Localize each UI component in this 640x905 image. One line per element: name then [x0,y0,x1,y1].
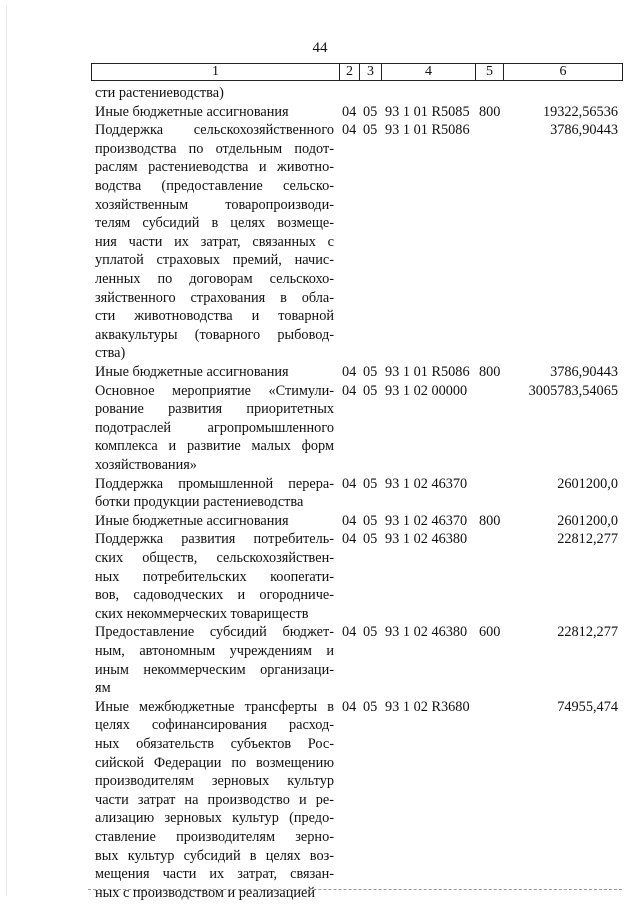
row-name [95,84,334,103]
row-name-line: рование развития приоритетных [95,401,334,418]
row-name-line: ным, автономным учреждениям и [95,642,334,659]
row-amount: 22812,277 [557,531,618,548]
col-header-1: 1 [92,64,340,81]
row-name-line: ских некоммерческих товариществ [95,605,309,622]
row-name-line: Иные бюджетные ассигнования [95,364,289,380]
row-section: 04 [342,475,357,492]
row-amount: 3005783,54065 [528,382,618,399]
row-target-code: 93 1 01 R5086 [385,364,470,380]
row-name [95,475,334,512]
row-amount: 3786,90443 [550,364,618,380]
row-amount: 22812,277 [557,624,618,641]
row-section: 04 [342,122,357,139]
row-name-line: ных потребительских коопerати- [95,568,334,585]
row-name-line: Поддержка сельскохозяйственного [95,122,334,139]
row-subsection: 05 [363,512,378,529]
row-subsection: 05 [363,103,378,120]
row-name-line: целях софинансирования расход- [95,717,334,734]
row-target-code: 93 1 01 R5085 [385,103,470,120]
row-name-line: Иные бюджетные ассигнования [95,103,289,120]
row-name-line: ских обществ, сельскохозяйствен- [95,549,334,566]
row-name-line: иным некоммерческим организаци- [95,661,334,678]
row-name-line: раслям растениеводства и животно- [95,159,334,176]
row-amount: 2601200,0 [557,512,618,529]
row-name-line: части затрат на производство и ре- [95,791,334,808]
row-name [95,698,334,903]
row-expense-type: 600 [479,624,501,641]
row-subsection: 05 [363,531,378,548]
row-section: 04 [342,382,357,399]
row-name-line: мещения части их затрат, связан- [95,866,334,883]
row-name-line: хозяйственным товаропроизводи- [95,196,334,213]
row-expense-type: 800 [479,103,501,120]
col-header-6: 6 [504,64,623,81]
row-name [95,623,334,697]
row-name-line: Поддержка развития потребитель- [95,531,334,548]
row-subsection: 05 [363,475,378,492]
row-name-line: ных с производством и реализацией [95,884,315,901]
row-name-line: сти растениеводства) [95,85,224,101]
row-name-line: водства (предоставление сельско- [95,177,334,194]
row-amount: 2601200,0 [557,475,618,492]
row-name-line: производства по отдельным подот- [95,140,334,157]
row-section: 04 [342,512,357,529]
row-name-line: хозяйствования» [95,456,197,473]
row-section: 04 [342,624,357,641]
row-name-line: Иные бюджетные ассигнования [95,512,289,529]
row-name-line: ных обязательств субъектов Рос- [95,735,334,752]
row-target-code: 93 1 02 46380 [385,531,468,548]
row-amount: 74955,474 [557,698,618,715]
row-subsection: 05 [363,364,378,380]
row-target-code: 93 1 02 46380 [385,624,468,641]
row-name-line: ставление производителям зерно- [95,828,334,845]
row-name [95,363,334,382]
row-expense-type: 800 [479,512,501,529]
row-subsection: 05 [363,122,378,139]
row-target-code: 93 1 01 R5086 [385,122,470,139]
row-name [95,512,334,531]
page-number: 44 [312,40,328,56]
row-name-line: сти животноводства и товарной [95,308,334,325]
row-name-line: Иные межбюджетные трансферты в [95,698,334,715]
row-name-line: производителям зерновых культур [95,773,334,790]
row-name-line: вов, садоводческих и огородниче- [95,587,334,604]
row-name-line: ям [95,680,111,697]
row-subsection: 05 [363,382,378,399]
row-name-line: ния части их затрат, связанных с [95,233,334,250]
row-name-line: ализацию зерновых культур (предо- [95,810,334,827]
col-header-3: 3 [360,64,382,81]
row-name-line: Основное мероприятие «Стимули- [95,382,334,399]
row-name-line: телям субсидий в целях возмеще- [95,215,334,232]
row-section: 04 [342,698,357,715]
row-name-line: аквакультуры (товарного рыбовод- [95,326,334,343]
row-name-line: Поддержка промышленной перера- [95,475,334,492]
row-name-line: уплатой страховых премий, начис- [95,252,334,269]
col-header-2: 2 [340,64,360,81]
row-name-line: ботки продукции растениеводства [95,494,304,511]
row-name-line: ства) [95,345,126,362]
row-name [95,121,334,363]
row-name [95,103,334,122]
row-target-code: 93 1 02 R3680 [385,698,470,715]
col-header-4: 4 [382,64,476,81]
row-name-line: сийской Федерации по возмещению [95,754,334,771]
row-expense-type: 800 [479,364,501,380]
row-target-code: 93 1 02 46370 [385,512,468,529]
row-amount: 19322,56536 [542,103,618,120]
row-subsection: 05 [363,624,378,641]
page-bottom-border [88,889,622,890]
row-section: 04 [342,103,357,120]
row-section: 04 [342,531,357,548]
row-section: 04 [342,364,357,380]
row-name-line: подотраслей агропромышленного [95,419,334,436]
col-header-5: 5 [476,64,504,81]
row-name-line: зяйственного страхования в обла- [95,289,334,306]
row-target-code: 93 1 02 00000 [385,382,468,399]
row-target-code: 93 1 02 46370 [385,475,468,492]
row-name-line: ленных по договорам сельскохо- [95,270,334,287]
row-subsection: 05 [363,698,378,715]
row-amount: 3786,90443 [550,122,618,139]
row-name [95,382,334,475]
row-name-line: комплекса и развитие малых форм [95,438,334,455]
row-name-line: вых культур субсидий в целях воз- [95,847,334,864]
row-name [95,530,334,623]
row-name-line: Предоставление субсидий бюджет- [95,624,334,641]
